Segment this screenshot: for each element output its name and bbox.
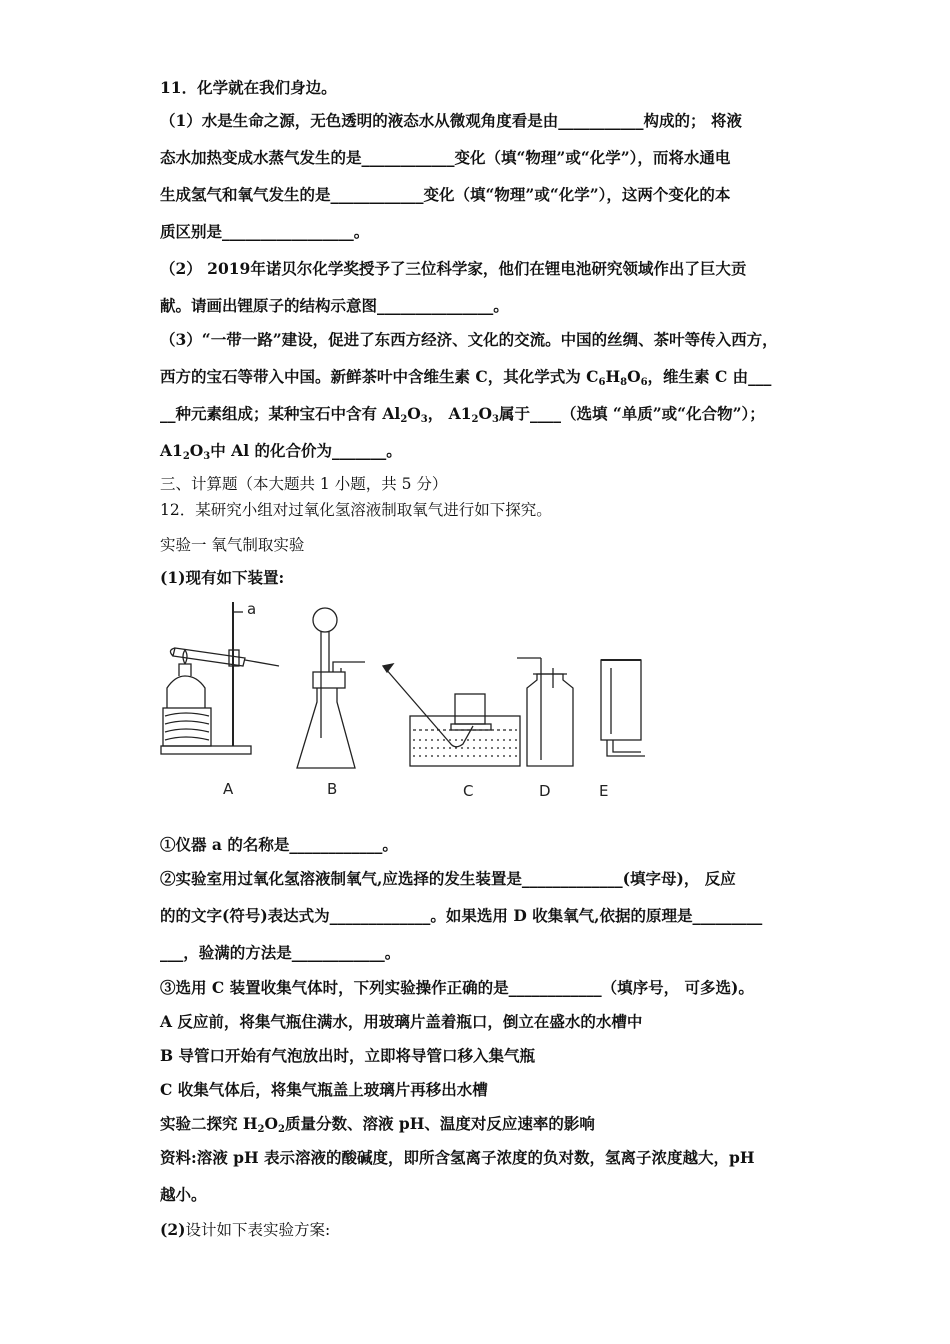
experiment2-heading: 实验二探究 $H_2O_2$质量分数、溶液 pH、温度对反应速率的影响 bbox=[160, 1114, 595, 1135]
apparatus-a bbox=[161, 602, 279, 754]
q11-title: 11．化学就在我们身边。 bbox=[160, 78, 337, 97]
q12-option-a: A 反应前，将集气瓶住满水，用玻璃片盖着瓶口，倒立在盛水的水槽中 bbox=[160, 1012, 643, 1031]
q11-part1-line3: 生成氢气和氧气发生的是____________变化（填“物理”或“化学”），这两个变化的本 bbox=[160, 185, 731, 204]
q11-part3-line4: $A1_2O_3$中 Al 的化合价为_______。 bbox=[160, 441, 402, 462]
q11-part1-line4: 质区别是_________________。 bbox=[160, 222, 370, 241]
q11-part3-line3: __种元素组成；某种宝石中含有 $Al_2O_3$， $A1_2O_3$属于____（选填 “单质”或“化合物”）； bbox=[160, 404, 765, 425]
q12-item1: ①仪器 a 的名称是____________。 bbox=[160, 835, 398, 854]
q12-item3: ③选用 C 装置收集气体时，下列实验操作正确的是____________（填序号， 可多选)。 bbox=[160, 978, 754, 997]
label-A: A bbox=[223, 780, 234, 798]
info-line1: 资料:溶液 pH 表示溶液的酸碱度，即所含氢离子浓度的负对数，氢离子浓度越大，pH bbox=[160, 1148, 755, 1167]
q12-item2-line2: 的的文字(符号)表达式为_____________。如果选用 D 收集氧气,依据的原理是_________ bbox=[160, 906, 763, 925]
label-B: B bbox=[327, 780, 338, 798]
label-C: C bbox=[463, 782, 474, 800]
experiment1-heading: 实验一 氧气制取实验 bbox=[160, 536, 305, 554]
q11-part3-line2: 西方的宝石等带入中国。新鲜茶叶中含维生素 C，其化学式为 $C_6H_8O_6$，维生素 C 由___ bbox=[160, 367, 772, 388]
apparatus-b bbox=[297, 608, 365, 768]
q11-part3-line1: （3）“一带一路”建设，促进了东西方经济、文化的交流。中国的丝绸、茶叶等传入西方， bbox=[160, 330, 778, 349]
q12-option-c: C 收集气体后，将集气瓶盖上玻璃片再移出水槽 bbox=[160, 1080, 488, 1099]
label-a: a bbox=[247, 600, 257, 618]
q12-item2-line3: ___，验满的方法是____________。 bbox=[160, 943, 401, 962]
q11-part1-line1: （1）水是生命之源，无色透明的液态水从微观角度看是由___________构成的； 将液 bbox=[160, 111, 742, 130]
apparatus-c bbox=[383, 664, 520, 766]
label-D: D bbox=[539, 782, 551, 800]
q12-item2-line1: ②实验室用过氧化氢溶液制氧气,应选择的发生装置是_____________(填字母)， 反应 bbox=[160, 869, 736, 888]
label-E: E bbox=[599, 782, 609, 800]
apparatus-figure bbox=[155, 598, 655, 808]
q11-part2-line1: （2） 2019年诺贝尔化学奖授予了三位科学家，他们在锂电池研究领域作出了巨大贡 bbox=[160, 259, 747, 278]
q12-option-b: B 导管口开始有气泡放出时，立即将导管口移入集气瓶 bbox=[160, 1046, 535, 1065]
apparatus-e bbox=[601, 660, 645, 756]
q11-part1-line2: 态水加热变成水蒸气发生的是____________变化（填“物理”或“化学”），而将水通电 bbox=[160, 148, 731, 167]
q12-sub2: (2)设计如下表实验方案: bbox=[160, 1220, 331, 1239]
q12-title: 12．某研究小组对过氧化氢溶液制取氧气进行如下探究。 bbox=[160, 501, 552, 519]
section-heading: 三、计算题（本大题共 1 小题，共 5 分） bbox=[160, 475, 448, 493]
q11-part2-line2: 献。请画出锂原子的结构示意图_______________。 bbox=[160, 296, 509, 315]
apparatus-d bbox=[517, 658, 573, 766]
q12-sub1: (1)现有如下装置: bbox=[160, 568, 285, 587]
info-line2: 越小。 bbox=[160, 1185, 207, 1204]
